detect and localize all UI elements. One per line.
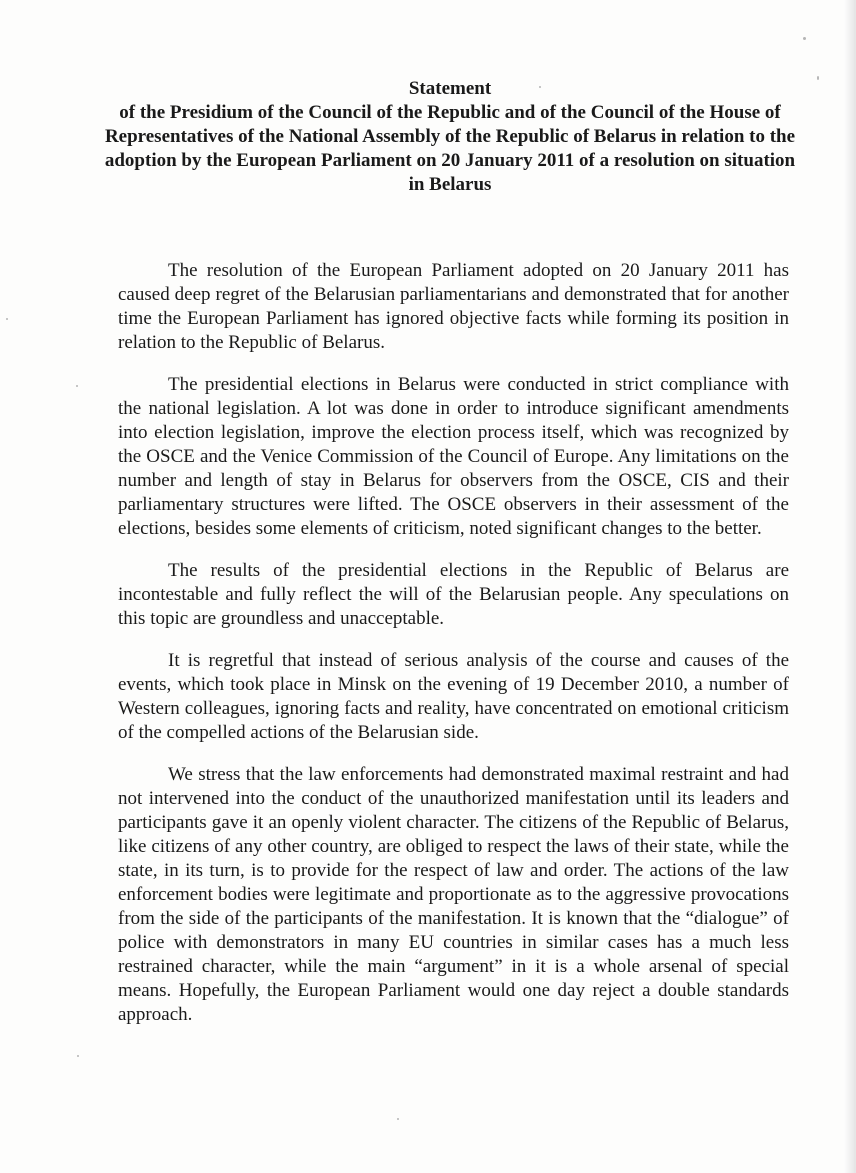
paragraph-3: The results of the presidential elections in the Republic of Belarus are incontestable and fully reflect the will of the Belarusian people. Any speculations on this topic are groundless and unacceptable. bbox=[118, 560, 789, 629]
statement-title: Statement bbox=[408, 78, 492, 99]
paragraph-1: The resolution of the European Parliament adopted on 20 January 2011 has caused deep regret of the Belarusian parliamentarians and demonstrated that for another time the European Parliament has ignored objective facts while forming its position in relation to the Republic of Belarus. bbox=[118, 260, 789, 353]
statement-body bbox=[118, 259, 789, 1045]
scan-speck bbox=[77, 1055, 79, 1057]
paragraph-5: We stress that the law enforcements had demonstrated maximal restraint and had not intervened into the conduct of the unauthorized manifestation until its leaders and participants gave it an openly violent character. The citizens of the Republic of Belarus, like citizens of any other country, are obliged to respect the laws of their state, while the state, in its turn, is to provide for the respect of law and order. The actions of the law enforcement bodies were legitimate and proportionate as to the aggressive provocations from the side of the participants of the manifestation. It is known that the “dialogue” of police with demonstrators in many EU countries in similar cases has a much less restrained character, while the main “argument” in it is a whole arsenal of special means. Hopefully, the European Parliament would one day reject a double standards approach. bbox=[118, 764, 789, 1025]
paragraph-2: The presidential elections in Belarus were conducted in strict compliance with the national legislation. A lot was done in order to introduce significant amendments into election legislation, improve the election process itself, which was recognized by the OSCE and the Venice Commission of the Council of Europe. Any limitations on the number and length of stay in Belarus for observers from the OSCE, CIS and their parliamentary structures were lifted. The OSCE observers in their assessment of the elections, besides some elements of criticism, noted significant changes to the better. bbox=[118, 374, 789, 539]
scan-speck bbox=[539, 86, 541, 88]
scan-speck bbox=[817, 76, 819, 80]
scan-speck bbox=[397, 1118, 399, 1120]
statement-subtitle: of the Presidium of the Council of the Republic and of the Council of the House of Representatives of the National Assembly of the Republic of Belarus in relation to the adoption by the European Parliament on 20 January 2011 of a resolution on situation in Belarus bbox=[104, 102, 796, 195]
scan-speck bbox=[76, 385, 78, 387]
statement-heading bbox=[100, 77, 800, 197]
scan-speck bbox=[803, 37, 806, 40]
page-edge-shadow bbox=[844, 0, 854, 1173]
scan-speck bbox=[6, 318, 8, 320]
paragraph-4: It is regretful that instead of serious analysis of the course and causes of the events, which took place in Minsk on the evening of 19 December 2010, a number of Western colleagues, ignoring facts and reality, have concentrated on emotional criticism of the compelled actions of the Belarusian side. bbox=[118, 650, 789, 743]
